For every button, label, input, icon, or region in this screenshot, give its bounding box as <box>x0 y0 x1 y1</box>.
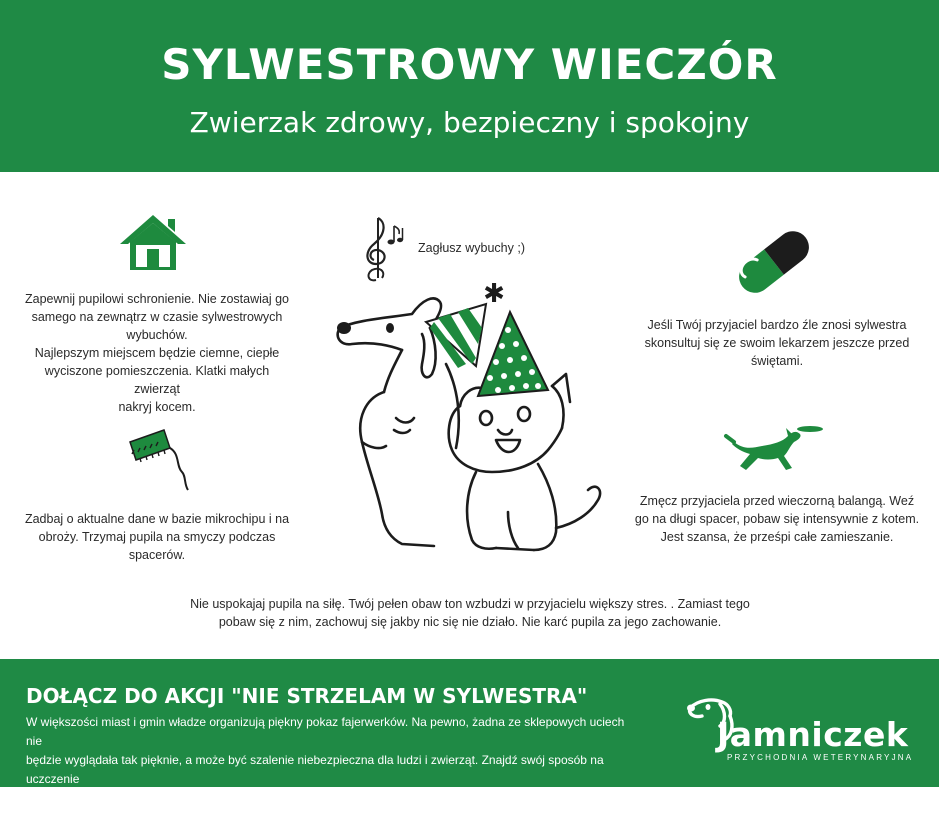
page-subtitle: Zwierzak zdrowy, bezpieczny i spokojny <box>189 106 750 139</box>
footer-text-line: nowego roku. Zimne ognie, taniec ze świecami, wspólne odśpiewanie "I Run" albo innego hiciora minionych dekad. ;) <box>26 791 598 824</box>
tip-calm-line: pobaw się z nim, zachowuj się jakby nic się nie działo. Nie karć pupila za jego zachowanie. <box>218 615 722 629</box>
tip-shelter-line: wybuchów. <box>126 328 188 342</box>
tip-microchip <box>22 510 292 564</box>
microchip-icon <box>124 428 196 494</box>
capsule-icon <box>732 226 816 298</box>
footer-title: DOŁĄCZ DO AKCJI "NIE STRZELAM W SYLWESTRA" <box>26 684 588 708</box>
music-notes-icon <box>358 212 408 284</box>
tip-exercise <box>632 492 922 546</box>
tip-microchip-line: spacerów. <box>128 548 186 562</box>
tip-shelter <box>22 290 292 416</box>
tip-shelter-line: nakryj kocem. <box>118 400 196 414</box>
dog-and-cat-illustration <box>326 278 616 568</box>
tip-microchip-line: Zadbaj o aktualne dane w bazie mikrochipu i na <box>24 512 290 526</box>
logo-subtitle: PRZYCHODNIA WETERYNARYJNA <box>727 753 914 762</box>
tip-music: Zagłusz wybuchy ;) <box>418 241 525 255</box>
tip-shelter-line: samego na zewnątrz w czasie sylwestrowych <box>31 310 283 324</box>
logo-name: Jamniczek <box>717 715 909 754</box>
footer-text-line: W większości miast i gmin władze organizują piękny pokaz fajerwerków. Na pewno, żadna ze sklepowych uciech nie <box>26 715 625 748</box>
tip-microchip-line: obroży. Trzymaj pupila na smyczy podczas <box>38 530 276 544</box>
house-icon <box>118 212 188 272</box>
tip-vet <box>632 316 922 370</box>
page-title: SYLWESTROWY WIECZÓR <box>161 40 778 89</box>
tip-exercise-line: Zmęcz przyjaciela przed wieczorną balangą. Weź <box>639 494 915 508</box>
tip-shelter-line: wyciszone pomieszczenia. Klatki małych zwierząt <box>44 364 270 396</box>
svg-text:✱: ✱ <box>483 279 505 309</box>
tip-calm <box>120 595 820 631</box>
tip-vet-line: świętami. <box>750 354 804 368</box>
footer-text <box>26 713 636 827</box>
tip-shelter-line: Najlepszym miejscem będzie ciemne, ciepłe <box>34 346 280 360</box>
tip-shelter-line: Zapewnij pupilowi schronienie. Nie zostawiaj go <box>24 292 290 306</box>
running-dog-icon <box>722 420 828 478</box>
tip-exercise-line: go na długi spacer, pobaw się intensywnie z kotem. <box>634 512 920 526</box>
tip-calm-line: Nie uspokajaj pupila na siłę. Twój pełen obaw ton wzbudzi w przyjacielu większy stres. . Zamiast tego <box>190 597 750 611</box>
tip-vet-line: Jeśli Twój przyjaciel bardzo źle znosi sylwestra <box>647 318 907 332</box>
tip-exercise-line: Jest szansa, że prześpi całe zamieszanie. <box>660 530 894 544</box>
footer-text-line: będzie wyglądała tak pięknie, a może być szalenie niebezpieczna dla ludzi i zwierząt. Znajdź swój sposób na uczczenie <box>26 753 604 786</box>
tip-vet-line: skonsultuj się ze swoim lekarzem jeszcze przed <box>644 336 910 350</box>
